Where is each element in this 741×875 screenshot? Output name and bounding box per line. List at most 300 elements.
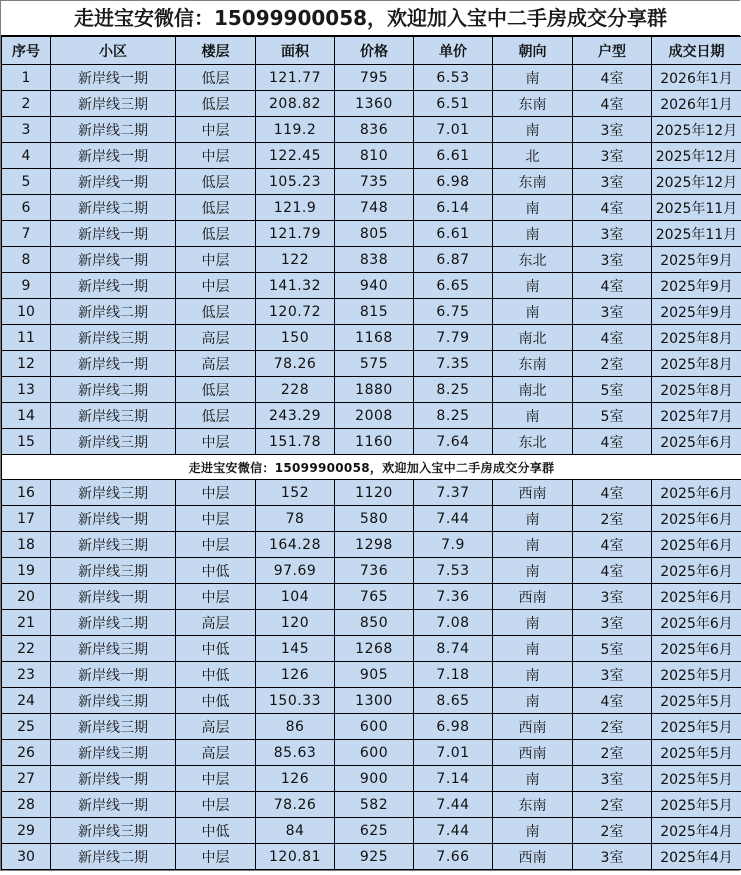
table-row — [2, 740, 741, 766]
cell-layout: 3室 — [573, 143, 652, 169]
header-floor: 楼层 — [176, 37, 256, 65]
table-row — [2, 325, 741, 351]
cell-orientation: 西南 — [493, 714, 573, 740]
cell-deal-date: 2026年1月 — [652, 91, 741, 117]
header-row — [2, 37, 741, 65]
cell-layout: 3室 — [573, 610, 652, 636]
cell-area: 120.81 — [256, 844, 335, 870]
cell-unit-price: 6.98 — [414, 169, 493, 195]
table-row — [2, 558, 741, 584]
cell-area: 122 — [256, 247, 335, 273]
cell-orientation: 南 — [493, 818, 573, 844]
cell-layout: 3室 — [573, 221, 652, 247]
cell-layout: 5室 — [573, 377, 652, 403]
cell-area: 85.63 — [256, 740, 335, 766]
cell-unit-price: 7.44 — [414, 506, 493, 532]
cell-deal-date: 2025年6月 — [652, 532, 741, 558]
cell-area: 208.82 — [256, 91, 335, 117]
cell-orientation: 南 — [493, 221, 573, 247]
cell-floor: 低层 — [176, 91, 256, 117]
cell-deal-date: 2025年5月 — [652, 688, 741, 714]
cell-orientation: 东南 — [493, 91, 573, 117]
cell-index: 22 — [2, 636, 51, 662]
cell-community: 新岸线三期 — [51, 558, 176, 584]
cell-floor: 低层 — [176, 299, 256, 325]
cell-unit-price: 7.18 — [414, 662, 493, 688]
cell-floor: 中低 — [176, 662, 256, 688]
cell-area: 126 — [256, 662, 335, 688]
table-row — [2, 766, 741, 792]
cell-area: 78.26 — [256, 351, 335, 377]
cell-orientation: 南 — [493, 506, 573, 532]
cell-unit-price: 6.98 — [414, 714, 493, 740]
cell-layout: 4室 — [573, 195, 652, 221]
header-orientation: 朝向 — [493, 37, 573, 65]
cell-index: 21 — [2, 610, 51, 636]
table-row — [2, 169, 741, 195]
cell-deal-date: 2025年5月 — [652, 766, 741, 792]
cell-community: 新岸线三期 — [51, 688, 176, 714]
header-layout: 户型 — [573, 37, 652, 65]
cell-unit-price: 6.53 — [414, 65, 493, 91]
cell-index: 9 — [2, 273, 51, 299]
cell-deal-date: 2025年6月 — [652, 636, 741, 662]
cell-layout: 3室 — [573, 169, 652, 195]
cell-deal-date: 2025年12月 — [652, 169, 741, 195]
cell-area: 121.79 — [256, 221, 335, 247]
cell-orientation: 东南 — [493, 169, 573, 195]
cell-layout: 3室 — [573, 844, 652, 870]
cell-area: 228 — [256, 377, 335, 403]
cell-index: 7 — [2, 221, 51, 247]
cell-area: 164.28 — [256, 532, 335, 558]
table-row — [2, 65, 741, 91]
cell-community: 新岸线三期 — [51, 325, 176, 351]
cell-orientation: 南北 — [493, 325, 573, 351]
cell-area: 126 — [256, 766, 335, 792]
cell-deal-date: 2025年11月 — [652, 221, 741, 247]
cell-orientation: 东南 — [493, 792, 573, 818]
table-row — [2, 221, 741, 247]
cell-deal-date: 2025年6月 — [652, 480, 741, 506]
cell-floor: 中层 — [176, 766, 256, 792]
cell-index: 18 — [2, 532, 51, 558]
cell-price: 815 — [335, 299, 414, 325]
cell-layout: 2室 — [573, 818, 652, 844]
cell-index: 2 — [2, 91, 51, 117]
cell-orientation: 北 — [493, 143, 573, 169]
cell-area: 141.32 — [256, 273, 335, 299]
cell-deal-date: 2025年8月 — [652, 325, 741, 351]
cell-index: 1 — [2, 65, 51, 91]
cell-floor: 中低 — [176, 636, 256, 662]
cell-area: 150.33 — [256, 688, 335, 714]
table-row — [2, 532, 741, 558]
cell-community: 新岸线三期 — [51, 403, 176, 429]
cell-price: 1268 — [335, 636, 414, 662]
cell-floor: 中层 — [176, 273, 256, 299]
cell-price: 795 — [335, 65, 414, 91]
cell-orientation: 南 — [493, 299, 573, 325]
cell-floor: 低层 — [176, 221, 256, 247]
cell-layout: 2室 — [573, 740, 652, 766]
cell-unit-price: 7.44 — [414, 818, 493, 844]
cell-price: 838 — [335, 247, 414, 273]
transaction-table — [1, 36, 741, 870]
cell-deal-date: 2025年12月 — [652, 117, 741, 143]
cell-price: 600 — [335, 714, 414, 740]
cell-area: 105.23 — [256, 169, 335, 195]
cell-community: 新岸线一期 — [51, 766, 176, 792]
cell-price: 850 — [335, 610, 414, 636]
cell-unit-price: 7.53 — [414, 558, 493, 584]
header-community: 小区 — [51, 37, 176, 65]
table-row — [2, 714, 741, 740]
cell-layout: 5室 — [573, 636, 652, 662]
cell-index: 26 — [2, 740, 51, 766]
cell-floor: 中低 — [176, 818, 256, 844]
cell-floor: 中层 — [176, 429, 256, 455]
cell-orientation: 南 — [493, 273, 573, 299]
table-row — [2, 506, 741, 532]
cell-index: 15 — [2, 429, 51, 455]
cell-layout: 4室 — [573, 91, 652, 117]
table-body-a — [2, 65, 741, 455]
cell-price: 580 — [335, 506, 414, 532]
header-deal-date: 成交日期 — [652, 37, 741, 65]
cell-community: 新岸线二期 — [51, 195, 176, 221]
cell-orientation: 南 — [493, 688, 573, 714]
cell-orientation: 南 — [493, 532, 573, 558]
cell-floor: 高层 — [176, 351, 256, 377]
cell-layout: 4室 — [573, 429, 652, 455]
cell-area: 122.45 — [256, 143, 335, 169]
table-row — [2, 610, 741, 636]
cell-area: 78 — [256, 506, 335, 532]
cell-orientation: 东南 — [493, 351, 573, 377]
table-row — [2, 403, 741, 429]
table-row — [2, 636, 741, 662]
cell-community: 新岸线一期 — [51, 273, 176, 299]
cell-unit-price: 7.01 — [414, 117, 493, 143]
cell-price: 805 — [335, 221, 414, 247]
cell-layout: 4室 — [573, 688, 652, 714]
header-unit-price: 单价 — [414, 37, 493, 65]
cell-price: 625 — [335, 818, 414, 844]
cell-price: 748 — [335, 195, 414, 221]
cell-layout: 4室 — [573, 480, 652, 506]
cell-index: 24 — [2, 688, 51, 714]
header-price: 价格 — [335, 37, 414, 65]
subtitle-row — [2, 455, 741, 480]
cell-price: 1160 — [335, 429, 414, 455]
cell-unit-price: 7.66 — [414, 844, 493, 870]
cell-community: 新岸线一期 — [51, 65, 176, 91]
cell-unit-price: 7.9 — [414, 532, 493, 558]
cell-index: 25 — [2, 714, 51, 740]
cell-area: 86 — [256, 714, 335, 740]
cell-community: 新岸线一期 — [51, 351, 176, 377]
cell-deal-date: 2025年11月 — [652, 195, 741, 221]
cell-layout: 4室 — [573, 65, 652, 91]
cell-price: 736 — [335, 558, 414, 584]
cell-price: 735 — [335, 169, 414, 195]
cell-layout: 2室 — [573, 506, 652, 532]
cell-orientation: 南 — [493, 610, 573, 636]
cell-orientation: 西南 — [493, 844, 573, 870]
cell-price: 1360 — [335, 91, 414, 117]
cell-community: 新岸线三期 — [51, 429, 176, 455]
cell-floor: 中层 — [176, 844, 256, 870]
table-row — [2, 91, 741, 117]
cell-area: 152 — [256, 480, 335, 506]
header-area: 面积 — [256, 37, 335, 65]
table-row — [2, 480, 741, 506]
cell-deal-date: 2026年1月 — [652, 65, 741, 91]
cell-area: 150 — [256, 325, 335, 351]
cell-orientation: 南 — [493, 65, 573, 91]
cell-community: 新岸线二期 — [51, 610, 176, 636]
cell-floor: 中低 — [176, 558, 256, 584]
cell-index: 20 — [2, 584, 51, 610]
cell-price: 1880 — [335, 377, 414, 403]
cell-layout: 3室 — [573, 247, 652, 273]
cell-area: 145 — [256, 636, 335, 662]
cell-unit-price: 7.79 — [414, 325, 493, 351]
cell-floor: 中层 — [176, 480, 256, 506]
cell-floor: 低层 — [176, 403, 256, 429]
cell-index: 16 — [2, 480, 51, 506]
cell-orientation: 南 — [493, 117, 573, 143]
cell-deal-date: 2025年5月 — [652, 740, 741, 766]
cell-index: 14 — [2, 403, 51, 429]
cell-index: 17 — [2, 506, 51, 532]
cell-price: 836 — [335, 117, 414, 143]
cell-layout: 3室 — [573, 766, 652, 792]
cell-layout: 4室 — [573, 273, 652, 299]
table-row — [2, 195, 741, 221]
cell-price: 582 — [335, 792, 414, 818]
cell-layout: 3室 — [573, 584, 652, 610]
cell-floor: 中层 — [176, 532, 256, 558]
cell-orientation: 南 — [493, 195, 573, 221]
cell-index: 11 — [2, 325, 51, 351]
cell-floor: 中低 — [176, 688, 256, 714]
cell-index: 8 — [2, 247, 51, 273]
cell-community: 新岸线一期 — [51, 169, 176, 195]
cell-index: 23 — [2, 662, 51, 688]
table-row — [2, 117, 741, 143]
table-row — [2, 299, 741, 325]
table-body-b — [2, 480, 741, 870]
cell-layout: 3室 — [573, 117, 652, 143]
cell-floor: 高层 — [176, 610, 256, 636]
cell-unit-price: 7.44 — [414, 792, 493, 818]
cell-unit-price: 7.14 — [414, 766, 493, 792]
cell-deal-date: 2025年4月 — [652, 818, 741, 844]
table-row — [2, 792, 741, 818]
table-row — [2, 429, 741, 455]
cell-unit-price: 6.65 — [414, 273, 493, 299]
cell-community: 新岸线三期 — [51, 636, 176, 662]
cell-layout: 3室 — [573, 299, 652, 325]
cell-deal-date: 2025年12月 — [652, 143, 741, 169]
subtitle-section — [2, 455, 741, 480]
cell-unit-price: 7.36 — [414, 584, 493, 610]
cell-deal-date: 2025年9月 — [652, 299, 741, 325]
cell-area: 120.72 — [256, 299, 335, 325]
cell-floor: 低层 — [176, 169, 256, 195]
cell-layout: 2室 — [573, 351, 652, 377]
cell-index: 27 — [2, 766, 51, 792]
cell-index: 13 — [2, 377, 51, 403]
cell-orientation: 南 — [493, 636, 573, 662]
table-row — [2, 351, 741, 377]
cell-price: 1300 — [335, 688, 414, 714]
cell-community: 新岸线二期 — [51, 377, 176, 403]
cell-unit-price: 6.51 — [414, 91, 493, 117]
cell-index: 30 — [2, 844, 51, 870]
table-row — [2, 584, 741, 610]
cell-unit-price: 6.75 — [414, 299, 493, 325]
cell-community: 新岸线一期 — [51, 221, 176, 247]
cell-floor: 中层 — [176, 792, 256, 818]
cell-community: 新岸线一期 — [51, 584, 176, 610]
cell-community: 新岸线三期 — [51, 818, 176, 844]
cell-community: 新岸线一期 — [51, 506, 176, 532]
cell-price: 900 — [335, 766, 414, 792]
subtitle-banner: 走进宝安微信：15099900058，欢迎加入宝中二手房成交分享群 — [2, 455, 741, 480]
cell-floor: 低层 — [176, 377, 256, 403]
cell-unit-price: 7.35 — [414, 351, 493, 377]
table-row — [2, 377, 741, 403]
cell-community: 新岸线三期 — [51, 714, 176, 740]
table-row — [2, 688, 741, 714]
cell-area: 151.78 — [256, 429, 335, 455]
cell-price: 600 — [335, 740, 414, 766]
cell-price: 2008 — [335, 403, 414, 429]
cell-index: 3 — [2, 117, 51, 143]
cell-area: 78.26 — [256, 792, 335, 818]
cell-unit-price: 6.61 — [414, 221, 493, 247]
cell-unit-price: 8.74 — [414, 636, 493, 662]
cell-deal-date: 2025年5月 — [652, 792, 741, 818]
cell-community: 新岸线二期 — [51, 299, 176, 325]
cell-floor: 中层 — [176, 584, 256, 610]
cell-orientation: 东北 — [493, 429, 573, 455]
table-row — [2, 818, 741, 844]
cell-price: 765 — [335, 584, 414, 610]
cell-deal-date: 2025年5月 — [652, 714, 741, 740]
cell-price: 1298 — [335, 532, 414, 558]
sheet-title: 走进宝安微信：15099900058，欢迎加入宝中二手房成交分享群 — [1, 1, 740, 36]
table-row — [2, 143, 741, 169]
cell-layout: 5室 — [573, 403, 652, 429]
cell-layout: 2室 — [573, 714, 652, 740]
cell-index: 28 — [2, 792, 51, 818]
cell-price: 940 — [335, 273, 414, 299]
cell-index: 6 — [2, 195, 51, 221]
cell-floor: 中层 — [176, 117, 256, 143]
cell-floor: 低层 — [176, 65, 256, 91]
cell-community: 新岸线三期 — [51, 480, 176, 506]
cell-area: 121.77 — [256, 65, 335, 91]
cell-unit-price: 6.61 — [414, 143, 493, 169]
cell-floor: 低层 — [176, 195, 256, 221]
table-row — [2, 662, 741, 688]
cell-layout: 2室 — [573, 792, 652, 818]
cell-orientation: 东北 — [493, 247, 573, 273]
cell-unit-price: 8.25 — [414, 377, 493, 403]
cell-orientation: 南 — [493, 662, 573, 688]
cell-deal-date: 2025年9月 — [652, 247, 741, 273]
cell-deal-date: 2025年4月 — [652, 844, 741, 870]
cell-floor: 高层 — [176, 714, 256, 740]
cell-deal-date: 2025年5月 — [652, 662, 741, 688]
cell-unit-price: 6.87 — [414, 247, 493, 273]
cell-deal-date: 2025年6月 — [652, 584, 741, 610]
cell-community: 新岸线三期 — [51, 740, 176, 766]
cell-orientation: 西南 — [493, 740, 573, 766]
cell-index: 29 — [2, 818, 51, 844]
cell-community: 新岸线一期 — [51, 792, 176, 818]
cell-layout: 4室 — [573, 325, 652, 351]
cell-area: 84 — [256, 818, 335, 844]
table-row — [2, 273, 741, 299]
cell-community: 新岸线二期 — [51, 844, 176, 870]
cell-price: 1120 — [335, 480, 414, 506]
cell-unit-price: 6.14 — [414, 195, 493, 221]
cell-community: 新岸线二期 — [51, 117, 176, 143]
cell-area: 120 — [256, 610, 335, 636]
cell-index: 10 — [2, 299, 51, 325]
cell-orientation: 南 — [493, 766, 573, 792]
cell-area: 97.69 — [256, 558, 335, 584]
cell-unit-price: 7.08 — [414, 610, 493, 636]
cell-deal-date: 2025年8月 — [652, 351, 741, 377]
cell-community: 新岸线一期 — [51, 662, 176, 688]
cell-unit-price: 7.37 — [414, 480, 493, 506]
cell-price: 575 — [335, 351, 414, 377]
cell-floor: 高层 — [176, 740, 256, 766]
cell-deal-date: 2025年6月 — [652, 429, 741, 455]
cell-unit-price: 8.25 — [414, 403, 493, 429]
cell-area: 119.2 — [256, 117, 335, 143]
cell-orientation: 南 — [493, 403, 573, 429]
cell-deal-date: 2025年6月 — [652, 506, 741, 532]
cell-orientation: 南北 — [493, 377, 573, 403]
cell-floor: 中层 — [176, 143, 256, 169]
cell-community: 新岸线一期 — [51, 247, 176, 273]
cell-area: 121.9 — [256, 195, 335, 221]
cell-unit-price: 7.01 — [414, 740, 493, 766]
cell-orientation: 西南 — [493, 584, 573, 610]
cell-deal-date: 2025年6月 — [652, 558, 741, 584]
cell-index: 5 — [2, 169, 51, 195]
cell-index: 19 — [2, 558, 51, 584]
cell-floor: 中层 — [176, 247, 256, 273]
cell-index: 4 — [2, 143, 51, 169]
cell-price: 905 — [335, 662, 414, 688]
cell-community: 新岸线三期 — [51, 532, 176, 558]
header-index: 序号 — [2, 37, 51, 65]
cell-community: 新岸线一期 — [51, 143, 176, 169]
cell-deal-date: 2025年7月 — [652, 403, 741, 429]
cell-deal-date: 2025年9月 — [652, 273, 741, 299]
cell-layout: 4室 — [573, 532, 652, 558]
cell-layout: 3室 — [573, 662, 652, 688]
cell-area: 104 — [256, 584, 335, 610]
